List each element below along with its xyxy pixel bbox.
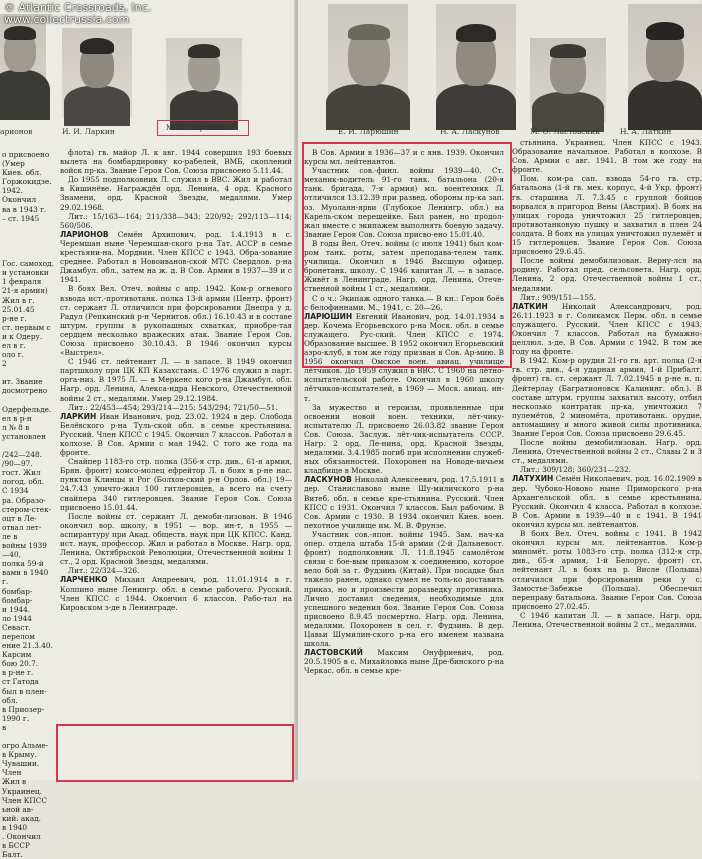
- text-line: ло 1944: [2, 613, 32, 623]
- text-line: ит. Звание: [2, 377, 43, 387]
- text-line: Севаст.: [2, 622, 31, 632]
- paragraph: После войны демобилизован. Нагр. орд. Ленина, Отечественной войны 2 ст., Славы 2 и 3 ст., медалями.: [512, 438, 702, 466]
- text-line: ра. Образо-: [2, 495, 46, 505]
- text-line: оцт в Ле-: [2, 513, 37, 523]
- text-line: – ст. 1945: [2, 213, 40, 223]
- text-line: Жил в: [2, 777, 27, 787]
- text-line: вами в 1940 г.: [2, 568, 49, 587]
- paragraph: Лит.: 22/453—454; 293/214—215; 543/294; 721/50—51.: [68, 402, 278, 412]
- text-line: о присвоено: [2, 150, 50, 159]
- text-line: и к Одеру.: [2, 331, 43, 341]
- text-line: в БССР: [2, 841, 30, 851]
- text-line: войны 1939—40,: [2, 541, 47, 560]
- entry-headword: ЛАТКИН: [512, 301, 548, 311]
- paragraph: За мужество и героизм, проявленные при освоении новой воен. техники, лёт-чику-испытателю Л. присвоено 26.03.82 звание Героя Сов. Союза. Заслуж. лёт-чик-испытатель СССР. Нагр. 2 орд. Ле-нина, орд. Красной Звезды, медалями. 3.4.1985 погиб при исполнении служеб-ных обязанностей. Похоронен на Новоде-вичьем кладбище в Москве.: [304, 402, 504, 476]
- paragraph: Снайпер 1183-го стр. полка (356-я стр. див., 61-я армия, Брян. фронт) комсо-молец ефрейтор Л. в боях в р-не нас. пунктов Клинцы и Рог (Болхов-ский р-н Орлов. обл.) 19—24.7.43 уничто-жил 100 гитлеровцев, а всего на счету снайпера 340 гитлеровцев. Звание Героя Сов. Союза присвоено 15.01.44.: [60, 457, 292, 512]
- text-line: [2, 368, 54, 377]
- text-line: 1942. Окончил: [2, 186, 37, 205]
- text-line: в Приозер-: [2, 704, 45, 714]
- text-line: досмотрено: [2, 386, 48, 396]
- paragraph: До 1955 подполковник Л. служил в ВВС. Жил и работал в Кишинёве. Награждён орд. Ленина, 4 орд. Красного Знамени, орд. Красной Звезды, медалями. Умер 29.02.1968.: [60, 175, 292, 212]
- photo-caption: Н. А. Ласкунов: [440, 127, 500, 136]
- text-line: Балт.: [2, 850, 23, 859]
- text-line: Одерфельде.: [2, 404, 52, 414]
- entry-headword: ЛАРЮШИН: [304, 311, 353, 321]
- portrait-photo-laskunov: [436, 4, 516, 122]
- paragraph: ЛАСТОВСКИЙ Максим Онуфриевич, род. 20.5.1905 в с. Михайловка ныне Дре-бинского р-на Черкас. обл. в семье кре-: [304, 648, 504, 676]
- portrait-photo-lastovsky: [530, 38, 606, 122]
- text-line: Горжокидзе.: [2, 177, 52, 187]
- text-line: [2, 223, 54, 232]
- watermark: [4, 2, 151, 26]
- text-line: [2, 241, 54, 250]
- paragraph: Лит.: 22/324—326.: [68, 566, 140, 576]
- text-line: 25.01.45: [2, 304, 35, 314]
- paragraph: Лит.: 15/163—164; 211/338—343; 220/92; 292/113—114; 560/506.: [60, 211, 292, 230]
- entry-headword: ЛАРКИН: [60, 411, 97, 421]
- text-line: ва в 1943 г.: [2, 204, 47, 214]
- text-line: бомбар-: [2, 586, 33, 596]
- paragraph: Лит.: 309/128; 360/231—232.: [520, 465, 632, 475]
- paragraph: стьянина. Украинец. Член КПСС с 1943. Образование начальное. Работал в колхозе. В Сов. Армии с авг. 1941. В том же году на фронте.: [512, 138, 702, 175]
- text-line: отвал лет-: [2, 522, 42, 532]
- text-line: 1 февраля: [2, 277, 42, 287]
- paragraph: С о ч.: Экипаж одного танка.— В кн.: Герои боёв с белофиннами. М., 1941, с. 20—26.: [304, 293, 504, 312]
- entry-headword: ЛАСТОВСКИЙ: [304, 648, 363, 658]
- text-line: 21-я армия): [2, 286, 48, 296]
- paragraph: В боях Вел. Отеч. войны с апр. 1942. Ком-р огневого взвода ист.-противотанк. полка 13-й армии (Центр. фронт) ст. сержант Л. отличился при форсировании Днепра у д. Радул (Репкинский р-н Чернигов. обл.) 16.10.43 и в составе штурм. группы в рукопашных схватках, приобре-тая сердцем несколько вражеских атак. Звание Героя Сов. Союза присвоено 30.10.43. В 1946 окончил курсы «Выстрел».: [60, 284, 292, 358]
- text-line: 2: [2, 359, 7, 369]
- entry-headword: ЛАТУХИН: [512, 474, 554, 484]
- text-line: ел в р-н: [2, 413, 32, 423]
- text-line: р-не г.: [2, 313, 27, 323]
- text-line: кий. акад.: [2, 813, 41, 823]
- paragraph: ЛАТУХИН Семён Николаевич, род. 16.02.1909 в дер. Чубоко-Новово ныне Приморского р-на Архангельской обл. в семье крестьянина. Русский. Окончил 4 класса. Работал в колхозе. В Сов. Армии в 1939—40 и с 1941. В 1941 окончил курсы мл. лейтенантов.: [512, 474, 702, 529]
- text-line: /90—97.: [2, 459, 33, 469]
- watermark-line-1: © Atlantic Crossroads, Inc.: [4, 1, 152, 14]
- text-line: полка 59-й: [2, 559, 44, 569]
- text-line: и 1944.: [2, 604, 31, 614]
- photo-caption: Е. И. Ларюшин: [338, 127, 399, 136]
- portrait-photo-larchenko: [166, 38, 242, 120]
- text-line: Украинец.: [2, 786, 42, 796]
- watermark-line-2: www.collectrussia.com: [4, 13, 130, 26]
- paragraph: ЛАРЧЕНКО Михаил Андреевич, род. 11.01.1914 в г. Колпино ныне Ленингр. обл. в семье рабочего. Русский. Член КПСС с 1944. Окончил 6 классов. Рабо-тал на Кировском з-де в Ленинграде.: [60, 575, 292, 612]
- text-line: С 1934: [2, 486, 29, 496]
- paragraph: С 1946 ст. лейтенант Л. — в запасе. В 1949 окончил партшколу при ЦК КП Казахстана. С 1976 служил в парт. орга-низ. В 1975 Л. — в Меркенс кого р-на Джамбул. обл. Нагр. орд. Ленина, Алекса-ндра Невского, Отечественной войны 2 ст., медалями. Умер 29.12.1984.: [60, 357, 292, 403]
- paragraph: В Сов. Армии в 1936—37 и с янв. 1939. Окончил курсы мл. лейтенантов.: [304, 148, 504, 167]
- text-line: л № 8 в: [2, 422, 30, 432]
- text-line: Чувашии. Член: [2, 759, 40, 778]
- paragraph: ЛАРИОНОВ Семён Архипович, род. 1.4.1913 в с. Черемшан ныне Черемшан-ского р-на Тат. АССР в семье крестьяни-на. Мордвин. Член КПСС с 1943. Обра-зование среднее. Работал в Новоиванов-ской МТС Свердлов. р-на Джамбул. обл., затем на ж. д. В Сов. Армии в 1937—39 и с 1941.: [60, 229, 292, 285]
- text-line: ьной ав-: [2, 804, 34, 814]
- text-line: гост. Жил: [2, 468, 41, 478]
- photo-caption: М. А. Ларченко: [166, 123, 229, 132]
- article-highlight-box-larchenko: [56, 724, 294, 782]
- text-line: бою 20.7.: [2, 659, 39, 669]
- text-line: огро Альме-: [2, 741, 49, 751]
- entry-headword: ЛАРЧЕНКО: [60, 575, 108, 585]
- text-line: оло г.: [2, 350, 24, 360]
- photo-caption: И. И. Ларкин: [62, 127, 115, 136]
- text-line: был в плен-: [2, 686, 47, 696]
- text-line: . Окончил: [2, 832, 41, 842]
- text-column-3: [304, 148, 504, 675]
- text-line: в 1940: [2, 822, 27, 832]
- left-page: [0, 0, 296, 859]
- photo-caption: Н. А. Латкин: [620, 127, 672, 136]
- entry-headword: ЛАСКУНОВ: [304, 475, 352, 485]
- text-line: /242—248.: [2, 450, 42, 460]
- text-line: в Крыму.: [2, 750, 37, 760]
- paragraph: С 1946 капитан Л. — в запасе. Нагр. орд. Ленина, Отечественной войны 2 ст., медалями.: [512, 610, 702, 629]
- paragraph: флота) гв. майор Л. к авг. 1944 совершил 193 боевых вылета на бомбардировку ко-рабелей, ВМБ, скоплений войск пр-ка. Звание Героя Сов. Союза присвоено 5.11.44.: [60, 148, 292, 176]
- text-line: установлен: [2, 431, 46, 441]
- paragraph: Лит.: 909/151—155.: [520, 292, 596, 302]
- paragraph: Пом. ком-ра сап. взвода 54-го гв. стр. батальона (1-й гв. мех. корпус, 4-й Укр. фронт) гв. старшина Л. 7.3.45 с группой бойцов ворвался в пригород Вены (Австрия). В боях на улицах города уничтожил 25 гитлеровцев, противотанковую пушку и захватил в плен 24 солдата. В боях на улицах уничтожил пулемёт и 15 гитлеровцев. Звание Героя Сов. Союза присвоено 29.6.45.: [512, 174, 702, 257]
- paragraph: После войны демобилизован. Верну-лся на родину. Работал пред. сельсовета. Нагр. орд. Ленина, 2 орд. Отечественной войны 1 ст., медалями.: [512, 256, 702, 293]
- paragraph: Участник сов.-япон. войны 1945. Зам. нач-ка опер. отдела штаба 15-й армии (2-й Дальневост. фронт) подполковник Л. 11.8.1945 самолётом связи с бое-вым приказом к соединению, которое вело бой за г. Фудзинь (Китай). При посадке был тяжело ранен, однако сумел не толь-ко доставить приказ, но и произвести доразведку противника. Лично доставил сведения, необходимые для успешного ведения боя. Звание Героя Сов. Союза присвоено 8.9.45 посмертно. Нагр. орд. Ленина, медалями. Похоронен в сел. г. Фудзинь. В дер. Цавьи Шумилин-ского р-на его именем названа школа.: [304, 529, 504, 649]
- paragraph: В боях Вел. Отеч. войны с 1941. В 1942 окончил курсы мл. лейтенантов. Ком-р миномёт. роты 1083-го стр. полка (312-я стр. див., 65-я армия, 1-й Белорус. фронт) ст. лейтенант Л. в боях на р. Висле (Польша) отличился при форсировании реки у с. Замостье-Забежье (Польша). Обеспечил переправу батальона. Звание Героя Сов. Союза присвоено 27.02.45.: [512, 529, 702, 611]
- paragraph: В годы Вел. Отеч. войны (с июля 1941) был ком-ром танк. роты, затем преподава-телем танк. училища. Окончил в 1946 Высшую офицер. бронетанк. школу. С 1946 капитан Л. — в запасе. Живёт в Ленинграде. Нагр. орд. Ленина, Отече-ственной войны 1 ст., медалями.: [304, 238, 504, 294]
- entry-headword: ЛАРИОНОВ: [60, 229, 109, 239]
- text-line: в р-не г.: [2, 668, 34, 678]
- text-line: Член КПСС: [2, 795, 47, 805]
- portrait-photo-larkin: [62, 28, 132, 118]
- text-line: перелом: [2, 631, 35, 641]
- text-line: ле в: [2, 531, 18, 541]
- text-line: логод. обл.: [2, 477, 45, 487]
- paragraph: Участник сов.-финл. войны 1939—40. Ст. механик-водитель 91-го танк. батальона (20-я танк. бригада, 7-я армия) мл. воентехник Л. отличился 13.12.39 при развед. обороны пр-ка зап. оз. Муолаян-ярви (Глубокое Ленингр. обл.) на Карель-ском перешейке. Был ранен, но продол-жал вместе с экипажем выполнять боевую задачу. Звание Героя Сов. Союза присво-ено 15.01.40.: [304, 166, 504, 239]
- text-line: бомбар-: [2, 595, 33, 605]
- text-line: [2, 732, 54, 741]
- text-line: ел в г.: [2, 340, 26, 350]
- text-line: ст Гатода: [2, 677, 39, 687]
- right-page: [298, 0, 700, 780]
- text-line: в: [2, 722, 7, 732]
- text-line: [2, 396, 54, 405]
- text-line: (Умер: [2, 159, 25, 169]
- photo-caption: М. О. Ластовский: [530, 127, 601, 136]
- paragraph: ЛАТКИН Николай Александрович, род. 26.11.1923 в г. Соликамск Перм. обл. в семье служащего. Русский. Член КПСС с 1943. Окончил 7 классов. Работал на бумажно-целлюл. з-де. В Сов. Армии с 1942. В том же году на фронте.: [512, 301, 702, 357]
- text-column-1: [2, 150, 54, 859]
- text-line: [2, 232, 54, 241]
- paragraph: ЛАСКУНОВ Николай Алексеевич, род. 17.5.1911 в дер. Станиславово ныне Шу-миличского р-на Витеб. обл. в семье кре-стьянина. Русский. Член КПСС с 1931. Окончил 7 классов. Был рабочим. В Сов. Армии с 1930. В 1934 окончил Киев. воен. пехотное училище им. М. В. Фрунзе.: [304, 475, 504, 530]
- text-line: обл.: [2, 695, 18, 705]
- text-line: ст. первым с: [2, 322, 51, 332]
- text-line: Гос. самоход.: [2, 259, 54, 269]
- portrait-photo-larionov: [0, 14, 46, 110]
- paragraph: После войны ст. сержант Л. демоби-лизован. В 1946 окончил вор. школу, в 1951 — вор. ин-т, в 1955 — аспирантуру при Акад. обществ. наук при ЦК КПСС. Канд. ист. наук, профессор. Жил и работал в Москве. Нагр. орд. Ленина, Октябрьской Революции, Отечественной войны 1 ст., 2 орд. Красной Звезды, медалями.: [60, 511, 292, 567]
- paragraph: ЛАРЮШИН Евгений Иванович, род. 14.01.1934 в дер. Кочема Егорьевского р-на Моск. обл. в семье служащего. Рус-ский. Член КПСС с 1974. Образование высшее. В 1952 окончил Егорьевский аэро-клуб, в том же году призван в Сов. Ар-мию. В 1956 окончил Омское воен. авиац. училище лётчиков. До 1959 служил в ВВС. С 1960 на лётно-испытательской работе. Окончил в 1960 школу лётчиков-испытателей, в 1969 — Моск. авиац. ин-т.: [304, 311, 504, 403]
- photo-caption: арионов: [0, 127, 33, 136]
- portrait-photo-latkin: [628, 4, 702, 122]
- text-line: 1990 г.: [2, 713, 30, 723]
- text-line: Жил в г.: [2, 295, 35, 305]
- text-line: ение 21.3.40.: [2, 641, 53, 651]
- text-line: стером-стек-: [2, 504, 52, 514]
- text-line: Карсим: [2, 650, 32, 660]
- text-column-4: [512, 138, 702, 629]
- text-line: [2, 441, 54, 450]
- paragraph: В 1942. Ком-р орудия 21-го гв. арт. полка (2-я гв. стр. див., 4-я ударная армия, 1-й Прибалт. фронт) гв. ст. сержант Л. 7.02.1945 в р-не н. п. Дейтерлау (Багратионовск Калининг. обл.). В составе штурм. группы захватил высоту, отбил несколько контратак пр-ка, уничтожил 7 пулемётов, 2 миномёта, противотанк. орудие, автомашину и много живой силы противника. Звание Героя Сов. Союза присвоено 29.6.45.: [512, 356, 702, 438]
- paragraph: ЛАРКИН Иван Иванович, род. 23.02. 1924 в дер. Слобода Белёвского р-на Туль-ской обл. в семье крестьянина. Русский. Член КПСС с 1945. Окончил 7 классов. Работал в колхозе. В Сов. Армии с мая 1942. С того же года на фронте.: [60, 411, 292, 458]
- portrait-photo-laryushin: [328, 4, 408, 122]
- text-column-2: [60, 148, 292, 612]
- text-line: и установки: [2, 268, 49, 278]
- text-line: [2, 250, 54, 259]
- text-line: Киев. обл.: [2, 168, 42, 178]
